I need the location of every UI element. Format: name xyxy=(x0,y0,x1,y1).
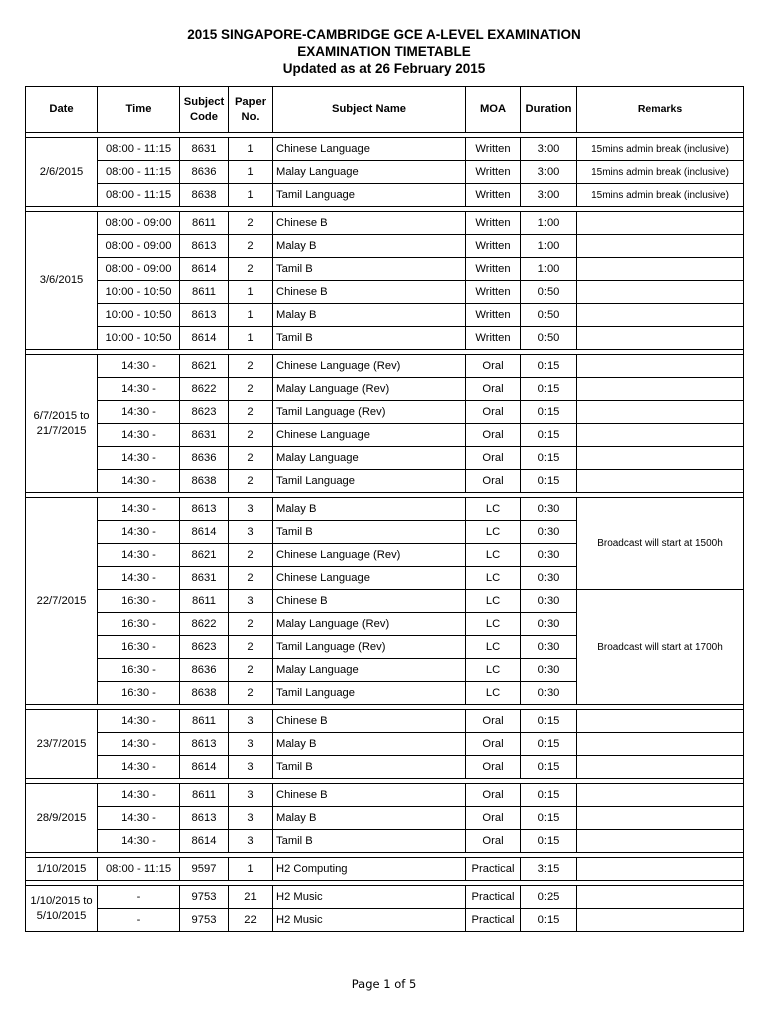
remarks-cell xyxy=(577,235,744,258)
time-cell: 14:30 - xyxy=(98,470,180,493)
moa-cell: Written xyxy=(466,235,521,258)
time-cell: 08:00 - 11:15 xyxy=(98,138,180,161)
subject-name-cell: Tamil B xyxy=(273,756,466,779)
moa-cell: Written xyxy=(466,281,521,304)
remarks-cell: Broadcast will start at 1500h xyxy=(577,498,744,590)
table-row xyxy=(26,304,744,327)
moa-cell: Oral xyxy=(466,424,521,447)
time-cell: 14:30 - xyxy=(98,784,180,807)
subject-name-cell: Malay Language (Rev) xyxy=(273,613,466,636)
moa-cell: Written xyxy=(466,327,521,350)
subject-code-cell: 8614 xyxy=(180,830,229,853)
page-footer: Page 1 of 5 xyxy=(351,977,417,991)
remarks-cell xyxy=(577,807,744,830)
moa-cell: Oral xyxy=(466,401,521,424)
moa-cell: LC xyxy=(466,567,521,590)
remarks-cell xyxy=(577,424,744,447)
moa-cell: LC xyxy=(466,544,521,567)
remarks-cell xyxy=(577,447,744,470)
date-cell: 6/7/2015 to 21/7/2015 xyxy=(26,355,98,493)
table-row xyxy=(26,161,744,184)
remarks-cell xyxy=(577,355,744,378)
subject-code-cell: 8611 xyxy=(180,281,229,304)
remarks-cell xyxy=(577,710,744,733)
duration-cell: 0:30 xyxy=(521,682,577,705)
duration-cell: 0:25 xyxy=(521,886,577,909)
table-row xyxy=(26,858,744,881)
subject-code-cell: 8623 xyxy=(180,401,229,424)
moa-cell: LC xyxy=(466,682,521,705)
subject-code-cell: 8613 xyxy=(180,733,229,756)
header-subject-code: Subject Code xyxy=(180,87,229,133)
moa-cell: Oral xyxy=(466,378,521,401)
moa-cell: Written xyxy=(466,161,521,184)
date-cell: 22/7/2015 xyxy=(26,498,98,705)
paper-no-cell: 1 xyxy=(229,161,273,184)
paper-no-cell: 3 xyxy=(229,784,273,807)
subject-name-cell: Malay Language xyxy=(273,447,466,470)
duration-cell: 0:30 xyxy=(521,544,577,567)
paper-no-cell: 3 xyxy=(229,830,273,853)
moa-cell: Oral xyxy=(466,710,521,733)
subject-name-cell: Chinese Language xyxy=(273,567,466,590)
moa-cell: Written xyxy=(466,138,521,161)
duration-cell: 0:50 xyxy=(521,304,577,327)
paper-no-cell: 3 xyxy=(229,498,273,521)
duration-cell: 0:15 xyxy=(521,378,577,401)
table-row xyxy=(26,212,744,235)
subject-code-cell: 8613 xyxy=(180,807,229,830)
subject-name-cell: Tamil Language (Rev) xyxy=(273,401,466,424)
remarks-cell xyxy=(577,470,744,493)
subject-name-cell: H2 Music xyxy=(273,909,466,932)
moa-cell: Oral xyxy=(466,447,521,470)
subject-code-cell: 8614 xyxy=(180,521,229,544)
table-row xyxy=(26,710,744,733)
subject-code-cell: 8631 xyxy=(180,424,229,447)
moa-cell: Oral xyxy=(466,784,521,807)
paper-no-cell: 1 xyxy=(229,304,273,327)
table-row xyxy=(26,378,744,401)
subject-code-cell: 8636 xyxy=(180,659,229,682)
date-cell: 23/7/2015 xyxy=(26,710,98,779)
remarks-cell xyxy=(577,909,744,932)
subject-code-cell: 8638 xyxy=(180,682,229,705)
subject-name-cell: Malay B xyxy=(273,498,466,521)
date-cell: 28/9/2015 xyxy=(26,784,98,853)
time-cell: 14:30 - xyxy=(98,756,180,779)
subject-code-cell: 8614 xyxy=(180,258,229,281)
duration-cell: 0:15 xyxy=(521,470,577,493)
paper-no-cell: 22 xyxy=(229,909,273,932)
subject-name-cell: Chinese B xyxy=(273,710,466,733)
subject-code-cell: 8614 xyxy=(180,756,229,779)
table-row xyxy=(26,401,744,424)
subject-code-cell: 8638 xyxy=(180,184,229,207)
remarks-cell xyxy=(577,401,744,424)
header-paper-no: Paper No. xyxy=(229,87,273,133)
paper-no-cell: 2 xyxy=(229,212,273,235)
time-cell: 16:30 - xyxy=(98,659,180,682)
duration-cell: 1:00 xyxy=(521,212,577,235)
paper-no-cell: 3 xyxy=(229,710,273,733)
subject-name-cell: Chinese B xyxy=(273,784,466,807)
header-remarks: Remarks xyxy=(577,87,744,133)
subject-name-cell: Malay Language (Rev) xyxy=(273,378,466,401)
subject-code-cell: 9753 xyxy=(180,909,229,932)
remarks-cell: Broadcast will start at 1700h xyxy=(577,590,744,705)
table-row xyxy=(26,498,744,521)
document-title xyxy=(0,26,768,77)
duration-cell: 0:15 xyxy=(521,756,577,779)
moa-cell: Oral xyxy=(466,733,521,756)
subject-code-cell: 8622 xyxy=(180,613,229,636)
duration-cell: 0:15 xyxy=(521,830,577,853)
subject-name-cell: Malay Language xyxy=(273,161,466,184)
time-cell: 14:30 - xyxy=(98,710,180,733)
paper-no-cell: 2 xyxy=(229,258,273,281)
table-row xyxy=(26,355,744,378)
paper-no-cell: 3 xyxy=(229,733,273,756)
paper-no-cell: 2 xyxy=(229,401,273,424)
time-cell: 14:30 - xyxy=(98,567,180,590)
paper-no-cell: 2 xyxy=(229,682,273,705)
paper-no-cell: 1 xyxy=(229,281,273,304)
time-cell: 08:00 - 11:15 xyxy=(98,161,180,184)
subject-name-cell: Tamil Language xyxy=(273,682,466,705)
remarks-cell xyxy=(577,830,744,853)
duration-cell: 0:30 xyxy=(521,590,577,613)
time-cell: - xyxy=(98,909,180,932)
date-cell: 1/10/2015 xyxy=(26,858,98,881)
table-row xyxy=(26,807,744,830)
paper-no-cell: 2 xyxy=(229,659,273,682)
time-cell: 14:30 - xyxy=(98,498,180,521)
remarks-cell: 15mins admin break (inclusive) xyxy=(577,184,744,207)
paper-no-cell: 1 xyxy=(229,138,273,161)
table-row xyxy=(26,470,744,493)
moa-cell: Oral xyxy=(466,470,521,493)
date-cell: 1/10/2015 to 5/10/2015 xyxy=(26,886,98,932)
subject-code-cell: 8621 xyxy=(180,355,229,378)
time-cell: 14:30 - xyxy=(98,733,180,756)
moa-cell: Practical xyxy=(466,909,521,932)
paper-no-cell: 1 xyxy=(229,184,273,207)
subject-name-cell: H2 Computing xyxy=(273,858,466,881)
time-cell: 08:00 - 11:15 xyxy=(98,858,180,881)
time-cell: 08:00 - 09:00 xyxy=(98,235,180,258)
table-row xyxy=(26,756,744,779)
paper-no-cell: 2 xyxy=(229,378,273,401)
table-row xyxy=(26,447,744,470)
remarks-cell xyxy=(577,733,744,756)
subject-code-cell: 9753 xyxy=(180,886,229,909)
date-cell: 3/6/2015 xyxy=(26,212,98,350)
duration-cell: 3:00 xyxy=(521,161,577,184)
time-cell: 16:30 - xyxy=(98,636,180,659)
time-cell: 14:30 - xyxy=(98,521,180,544)
subject-code-cell: 8611 xyxy=(180,784,229,807)
subject-name-cell: H2 Music xyxy=(273,886,466,909)
time-cell: 14:30 - xyxy=(98,807,180,830)
moa-cell: Practical xyxy=(466,886,521,909)
moa-cell: LC xyxy=(466,613,521,636)
subject-name-cell: Chinese B xyxy=(273,212,466,235)
paper-no-cell: 3 xyxy=(229,590,273,613)
table-row xyxy=(26,235,744,258)
time-cell: 14:30 - xyxy=(98,830,180,853)
moa-cell: LC xyxy=(466,521,521,544)
table-row xyxy=(26,184,744,207)
duration-cell: 1:00 xyxy=(521,258,577,281)
time-cell: 08:00 - 09:00 xyxy=(98,258,180,281)
table-row xyxy=(26,886,744,909)
paper-no-cell: 21 xyxy=(229,886,273,909)
time-cell: 16:30 - xyxy=(98,613,180,636)
remarks-cell xyxy=(577,212,744,235)
subject-code-cell: 8623 xyxy=(180,636,229,659)
subject-code-cell: 8614 xyxy=(180,327,229,350)
table-row xyxy=(26,138,744,161)
duration-cell: 0:15 xyxy=(521,784,577,807)
duration-cell: 0:30 xyxy=(521,636,577,659)
paper-no-cell: 2 xyxy=(229,613,273,636)
subject-code-cell: 8622 xyxy=(180,378,229,401)
time-cell: 14:30 - xyxy=(98,401,180,424)
moa-cell: LC xyxy=(466,636,521,659)
subject-name-cell: Tamil Language xyxy=(273,470,466,493)
paper-no-cell: 2 xyxy=(229,235,273,258)
subject-code-cell: 8638 xyxy=(180,470,229,493)
duration-cell: 0:30 xyxy=(521,498,577,521)
time-cell: - xyxy=(98,886,180,909)
paper-no-cell: 3 xyxy=(229,756,273,779)
timetable-body xyxy=(26,133,744,932)
subject-name-cell: Tamil Language xyxy=(273,184,466,207)
subject-code-cell: 8631 xyxy=(180,567,229,590)
duration-cell: 0:15 xyxy=(521,355,577,378)
duration-cell: 0:15 xyxy=(521,710,577,733)
duration-cell: 0:30 xyxy=(521,567,577,590)
remarks-cell: 15mins admin break (inclusive) xyxy=(577,138,744,161)
remarks-cell xyxy=(577,886,744,909)
remarks-cell xyxy=(577,378,744,401)
duration-cell: 0:50 xyxy=(521,281,577,304)
paper-no-cell: 3 xyxy=(229,807,273,830)
duration-cell: 3:15 xyxy=(521,858,577,881)
duration-cell: 0:15 xyxy=(521,909,577,932)
duration-cell: 3:00 xyxy=(521,184,577,207)
moa-cell: Written xyxy=(466,212,521,235)
subject-name-cell: Chinese B xyxy=(273,281,466,304)
subject-name-cell: Malay B xyxy=(273,235,466,258)
time-cell: 08:00 - 09:00 xyxy=(98,212,180,235)
duration-cell: 0:50 xyxy=(521,327,577,350)
subject-name-cell: Tamil B xyxy=(273,521,466,544)
paper-no-cell: 1 xyxy=(229,858,273,881)
moa-cell: Oral xyxy=(466,807,521,830)
duration-cell: 3:00 xyxy=(521,138,577,161)
subject-name-cell: Tamil B xyxy=(273,327,466,350)
subject-name-cell: Tamil B xyxy=(273,258,466,281)
time-cell: 10:00 - 10:50 xyxy=(98,281,180,304)
subject-code-cell: 8636 xyxy=(180,447,229,470)
duration-cell: 0:30 xyxy=(521,659,577,682)
table-row xyxy=(26,784,744,807)
paper-no-cell: 3 xyxy=(229,521,273,544)
subject-name-cell: Tamil Language (Rev) xyxy=(273,636,466,659)
moa-cell: Written xyxy=(466,304,521,327)
moa-cell: Written xyxy=(466,258,521,281)
table-row xyxy=(26,258,744,281)
subject-name-cell: Tamil B xyxy=(273,830,466,853)
header-duration: Duration xyxy=(521,87,577,133)
paper-no-cell: 2 xyxy=(229,470,273,493)
header-subject-name: Subject Name xyxy=(273,87,466,133)
subject-code-cell: 8621 xyxy=(180,544,229,567)
header-date: Date xyxy=(26,87,98,133)
duration-cell: 0:15 xyxy=(521,733,577,756)
subject-code-cell: 8611 xyxy=(180,212,229,235)
subject-code-cell: 8636 xyxy=(180,161,229,184)
paper-no-cell: 1 xyxy=(229,327,273,350)
table-row xyxy=(26,733,744,756)
remarks-cell xyxy=(577,784,744,807)
moa-cell: Oral xyxy=(466,830,521,853)
table-row xyxy=(26,830,744,853)
subject-name-cell: Chinese Language (Rev) xyxy=(273,355,466,378)
time-cell: 08:00 - 11:15 xyxy=(98,184,180,207)
paper-no-cell: 2 xyxy=(229,447,273,470)
table-row xyxy=(26,909,744,932)
title-line-3: Updated as at 26 February 2015 xyxy=(282,61,486,76)
duration-cell: 0:15 xyxy=(521,447,577,470)
header-moa: MOA xyxy=(466,87,521,133)
subject-name-cell: Chinese B xyxy=(273,590,466,613)
moa-cell: Oral xyxy=(466,355,521,378)
moa-cell: Written xyxy=(466,184,521,207)
remarks-cell xyxy=(577,858,744,881)
duration-cell: 0:15 xyxy=(521,401,577,424)
subject-code-cell: 9597 xyxy=(180,858,229,881)
time-cell: 14:30 - xyxy=(98,355,180,378)
paper-no-cell: 2 xyxy=(229,355,273,378)
moa-cell: Practical xyxy=(466,858,521,881)
remarks-cell xyxy=(577,258,744,281)
table-row xyxy=(26,424,744,447)
title-line-2: EXAMINATION TIMETABLE xyxy=(297,44,471,59)
subject-name-cell: Malay B xyxy=(273,733,466,756)
subject-name-cell: Chinese Language xyxy=(273,424,466,447)
time-cell: 16:30 - xyxy=(98,590,180,613)
remarks-cell xyxy=(577,281,744,304)
duration-cell: 0:30 xyxy=(521,521,577,544)
table-row xyxy=(26,327,744,350)
time-cell: 14:30 - xyxy=(98,424,180,447)
time-cell: 14:30 - xyxy=(98,447,180,470)
subject-name-cell: Malay B xyxy=(273,807,466,830)
time-cell: 14:30 - xyxy=(98,378,180,401)
remarks-cell xyxy=(577,304,744,327)
paper-no-cell: 2 xyxy=(229,567,273,590)
remarks-cell xyxy=(577,756,744,779)
duration-cell: 1:00 xyxy=(521,235,577,258)
table-row xyxy=(26,281,744,304)
remarks-cell: 15mins admin break (inclusive) xyxy=(577,161,744,184)
remarks-cell xyxy=(577,327,744,350)
table-row xyxy=(26,590,744,613)
date-cell: 2/6/2015 xyxy=(26,138,98,207)
subject-name-cell: Malay Language xyxy=(273,659,466,682)
moa-cell: Oral xyxy=(466,756,521,779)
duration-cell: 0:15 xyxy=(521,807,577,830)
subject-name-cell: Malay B xyxy=(273,304,466,327)
time-cell: 10:00 - 10:50 xyxy=(98,327,180,350)
title-line-1: 2015 SINGAPORE-CAMBRIDGE GCE A-LEVEL EXAMINATION xyxy=(187,27,581,42)
time-cell: 14:30 - xyxy=(98,544,180,567)
header-time: Time xyxy=(98,87,180,133)
subject-code-cell: 8613 xyxy=(180,304,229,327)
timetable xyxy=(25,86,744,932)
moa-cell: LC xyxy=(466,498,521,521)
subject-code-cell: 8611 xyxy=(180,590,229,613)
paper-no-cell: 2 xyxy=(229,544,273,567)
time-cell: 10:00 - 10:50 xyxy=(98,304,180,327)
moa-cell: LC xyxy=(466,659,521,682)
paper-no-cell: 2 xyxy=(229,636,273,659)
subject-code-cell: 8613 xyxy=(180,498,229,521)
duration-cell: 0:15 xyxy=(521,424,577,447)
subject-name-cell: Chinese Language xyxy=(273,138,466,161)
header-row xyxy=(26,87,744,133)
moa-cell: LC xyxy=(466,590,521,613)
duration-cell: 0:30 xyxy=(521,613,577,636)
time-cell: 16:30 - xyxy=(98,682,180,705)
subject-name-cell: Chinese Language (Rev) xyxy=(273,544,466,567)
paper-no-cell: 2 xyxy=(229,424,273,447)
subject-code-cell: 8613 xyxy=(180,235,229,258)
subject-code-cell: 8631 xyxy=(180,138,229,161)
subject-code-cell: 8611 xyxy=(180,710,229,733)
